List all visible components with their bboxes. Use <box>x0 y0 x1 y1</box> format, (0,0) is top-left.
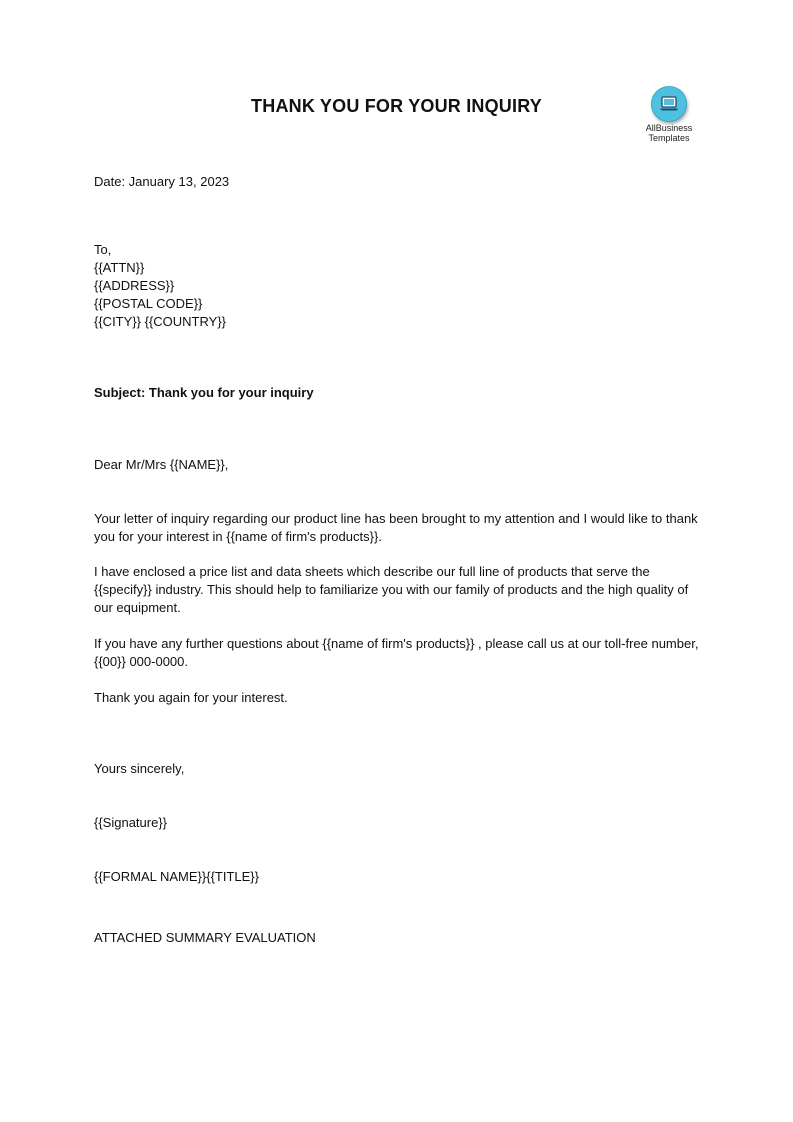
signature-text: {{Signature}} <box>94 815 168 830</box>
closing <box>94 760 704 778</box>
address-to: To, <box>94 242 112 257</box>
date-line <box>94 173 704 191</box>
paragraph-text: I have enclosed a price list and data sheets which describe our full line of products that serve the {{specify}} industry. This should help to familiarize you with our family of products and the high quality of our equipment. <box>94 564 689 615</box>
subject-line <box>94 384 704 402</box>
address-postal: {{POSTAL CODE}} <box>94 296 203 311</box>
body-paragraph-4 <box>94 689 704 707</box>
closing-text: Yours sincerely, <box>94 761 185 776</box>
formal-name-text: {{FORMAL NAME}}{{TITLE}} <box>94 869 259 884</box>
body-paragraph-2 <box>94 563 704 617</box>
logo-line-2: Templates <box>648 133 690 143</box>
body-paragraph-1 <box>94 510 704 546</box>
brand-logo <box>636 86 702 143</box>
subject-text: Subject: Thank you for your inquiry <box>94 385 314 400</box>
salutation-text: Dear Mr/Mrs {{NAME}}, <box>94 457 229 472</box>
salutation <box>94 456 704 474</box>
recipient-address <box>94 241 704 331</box>
date-text: Date: January 13, 2023 <box>94 174 230 189</box>
logo-line-1: AllBusiness <box>645 123 693 133</box>
signature <box>94 814 704 832</box>
logo-text <box>636 123 702 143</box>
page-title: THANK YOU FOR YOUR INQUIRY <box>251 96 542 116</box>
laptop-icon <box>651 86 687 122</box>
body-paragraph-3 <box>94 635 704 671</box>
attachment-note <box>94 929 704 947</box>
attachment-text: ATTACHED SUMMARY EVALUATION <box>94 930 316 945</box>
address-city-country: {{CITY}} {{COUNTRY}} <box>94 314 226 329</box>
paragraph-text: If you have any further questions about {{name of firm's products}} , please call us at our toll-free number, {{00}} 000-0000. <box>94 636 699 669</box>
formal-name <box>94 868 704 886</box>
paragraph-text: Your letter of inquiry regarding our product line has been brought to my attention and I would like to thank you for your interest in {{name of firm's products}}. <box>94 511 698 544</box>
address-attn: {{ATTN}} <box>94 260 145 275</box>
paragraph-text: Thank you again for your interest. <box>94 690 288 705</box>
address-street: {{ADDRESS}} <box>94 278 175 293</box>
